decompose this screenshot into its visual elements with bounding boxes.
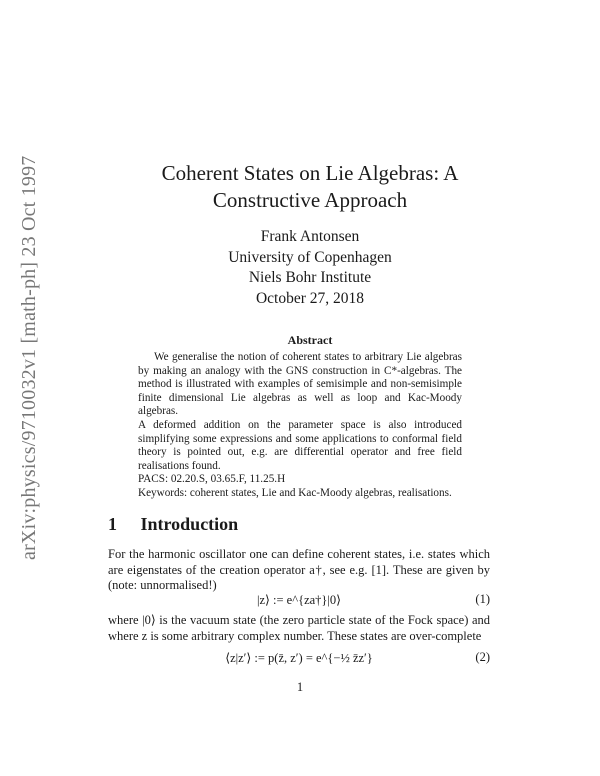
equation-2-expression: ⟨z|z′⟩ := p(z̄, z′) = e^{−½ z̄z′} <box>225 651 373 665</box>
paper-date: October 27, 2018 <box>255 290 365 307</box>
body-paragraph-1 <box>108 547 490 594</box>
paper-title <box>110 160 510 214</box>
arxiv-identifier-stamp: arXiv:physics/9710032v1 [math-ph] 23 Oct 1997 <box>18 155 40 560</box>
abstract-body <box>138 351 462 501</box>
body-text-1: For the harmonic oscillator one can define coherent states, i.e. states which are eigenstates of the creation operator a†, see e.g. [1]. These are given by (note: unnormalised!) <box>108 547 490 592</box>
abstract-paragraph-2: A deformed addition on the parameter space is also introduced simplifying some expressions and some applications to conformal field theory is pointed out, e.g. are differential operator and free field realisations found. <box>138 418 462 472</box>
equation-1-number: (1) <box>475 592 490 606</box>
author-affiliation-1: University of Copenhagen <box>228 248 392 266</box>
equation-2 <box>108 650 490 666</box>
abstract-keywords: Keywords: coherent states, Lie and Kac-Moody algebras, realisations. <box>138 486 452 499</box>
abstract-pacs: PACS: 02.20.S, 03.65.F, 11.25.H <box>138 473 286 486</box>
section-number: 1 <box>108 514 117 534</box>
abstract-text-1: We generalise the notion of coherent states to arbitrary Lie algebras by making an analogy with the GNS construction in C*-algebras. The method is illustrated with examples of semisimple and non-semisimple finite dimensional Lie algebras as well as loop and Kac-Moody algebras. <box>138 351 462 418</box>
body-paragraph-2 <box>108 613 490 644</box>
title-line-2: Constructive Approach <box>212 188 408 212</box>
abstract-paragraph-1 <box>138 351 462 419</box>
page-number: 1 <box>296 680 304 694</box>
author-affiliation-2: Niels Bohr Institute <box>248 269 372 286</box>
abstract-heading: Abstract <box>287 333 333 347</box>
section-title: Introduction <box>140 514 239 534</box>
equation-1 <box>108 592 490 608</box>
equation-1-expression: |z⟩ := e^{za†}|0⟩ <box>256 593 342 607</box>
author-name: Frank Antonsen <box>260 228 360 245</box>
author-block <box>160 227 460 289</box>
equation-2-number: (2) <box>475 650 490 664</box>
section-heading <box>108 514 238 535</box>
body-text-2: where |0⟩ is the vacuum state (the zero particle state of the Fock space) and where z is some arbitrary complex number. These states are over-complete <box>108 613 490 643</box>
title-line-1: Coherent States on Lie Algebras: A <box>161 161 459 185</box>
